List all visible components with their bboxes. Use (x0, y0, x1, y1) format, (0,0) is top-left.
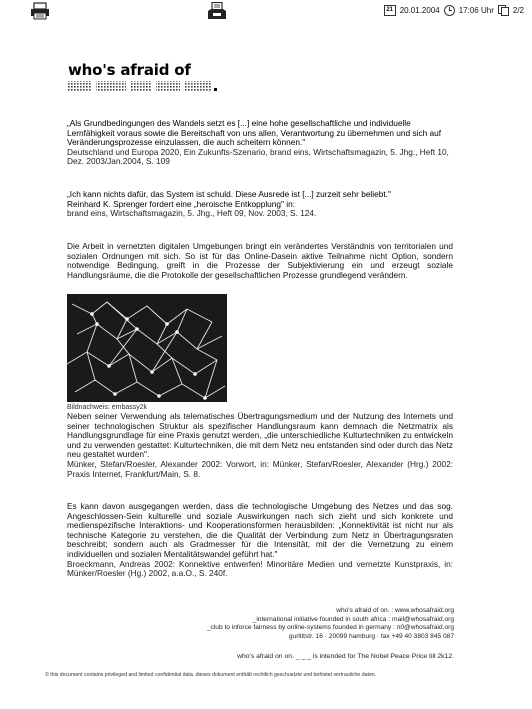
quote-section-1 (67, 119, 453, 167)
logo-text: who's afraid of (68, 61, 191, 79)
quote-author: Reinhard K. Sprenger fordert eine „heroische Entkopplung" in: (67, 198, 296, 209)
header-time: 17:06 Uhr (458, 6, 494, 15)
footer-tagline: who's afraid on on. _ _ _ is intended for The Nobel Peace Price till 2k12. (237, 653, 454, 660)
printer-icon[interactable] (30, 2, 50, 20)
footer-line: gurlittstr. 16 · 20099 hamburg · fax +49 40 3803 845 087 (288, 633, 454, 641)
quote-citation: brand eins, Wirtschaftsmagazin, 5. Jhg., Heft 09, Nov. 2003, S. 124. (67, 208, 317, 219)
footer-line: _international initiative founded in south africa : mail@whosafraid.org (252, 615, 454, 623)
quote-text: „Ich kann nichts dafür, das System ist schuld. Diese Ausrede ist [...] zurzeit sehr beliebt." (67, 189, 391, 199)
paragraph-citation: Broeckmann, Andreas 2002: Konnektive entwerfen! Minoritäre Medien und vernetzte Kunstpraxis, in: Münker/Roesler (Hg.) 2002, a.a.O., S. 240f. (67, 558, 453, 579)
image-caption: Bildnachweis: embassy2k (67, 404, 148, 411)
footer-disclaimer: © this document contains privileged and limited confidential data. dieses dokument enthält rechtlich geschuetzte und befristet vertrauliche daten. (45, 672, 377, 678)
brand-logo (68, 62, 228, 94)
header-date: 20.01.2004 (399, 6, 440, 15)
quote-section-2 (67, 190, 453, 219)
paragraph-citation: Münker, Stefan/Roesler, Alexander 2002: Vorwort, in: Münker, Stefan/Roesler, Alexander (Hrg.) 2002: Praxis Internet, Frankfurt/Main, S. 8. (67, 458, 453, 479)
paragraph-text: Die Arbeit in vernetzten digitalen Umgebungen bringt ein verändertes Verständnis von territorialen und sozialen Ordnungen mit sich. So ist für das Online-Dasein aktive Teilnahme nicht Option, sondern notwendige Bedingung, greift in die Prozesse der Subjektivierung ein und erzeugt soziale Handlungsräume, die die Protokolle der gesellschaftlichen Prozesse grundlegend verändern. (67, 241, 453, 280)
calendar-icon: 21 (384, 5, 396, 16)
header-page-number: 2/2 (512, 6, 524, 15)
paragraph-text: Es kann davon ausgegangen werden, dass die technologische Umgebung des Netzes und das sog. Angeschlossen-Sein kulturelle und soziale Auswirkungen nach sich zieht und sich konkrete und medienspezifische Interaktions- und Kooperationsformen herausbilden: „Konnektivität ist nicht nur als technische Kategorie zu verstehen, die die Qualität der Verbindung zum Netz in Übertragungsraten beschreibt; sondern auch als Gradmesser für die Intensität, mit der die Vernetzung zu einem individuellen und sozialen Mentalitätswandel geführt hat." (67, 501, 453, 559)
body-paragraph-1 (67, 242, 453, 280)
network-image (67, 294, 227, 402)
pages-icon (498, 5, 509, 16)
footer-contact (207, 607, 454, 642)
header-meta (384, 5, 524, 16)
logo-pattern-icon (68, 80, 218, 92)
quote-citation: Deutschland und Europa 2020, Ein Zukunfts-Szenario, brand eins, Wirtschaftsmagazin, 5. Jhg., Heft 10, Dez. 2003/Jan.2004, S. 109 (67, 146, 449, 167)
clock-icon (444, 5, 455, 16)
paragraph-text: Neben seiner Verwendung als telematisches Übertragungsmedium und der Nutzung des Internets und seiner technologischen Struktur als spezifischer Handlungsraum kann demnach die Netzmatrix als Handlungsgrundlage für eine Praxis genutzt werden, „die unterschiedliche Kulturtechniken zu entwickeln und zu verwenden gestattet: Kulturtechniken, die mit dem Netz neu entstanden sind oder durch das Netz neu gestaltet wurden". (67, 411, 453, 460)
footer-line: who's afraid of on. : www.whosafraid.org (336, 607, 454, 614)
footer-line: _club to inforce fairness by online-systems founded in germany : n0@whosafraid.org (206, 624, 454, 632)
quote-text: „Als Grundbedingungen des Wandels setzt es [...] eine hohe gesellschaftliche und individuelle Lernfähigkeit voraus sowie die Bereitschaft von uns allen, Verantwortung zu übernehmen und sich auf Veränderungsprozesse einzulassen, die auch scheitern können." (67, 118, 442, 148)
inbox-tray-icon[interactable] (207, 2, 227, 20)
body-paragraph-3 (67, 502, 453, 579)
body-paragraph-2 (67, 412, 453, 479)
